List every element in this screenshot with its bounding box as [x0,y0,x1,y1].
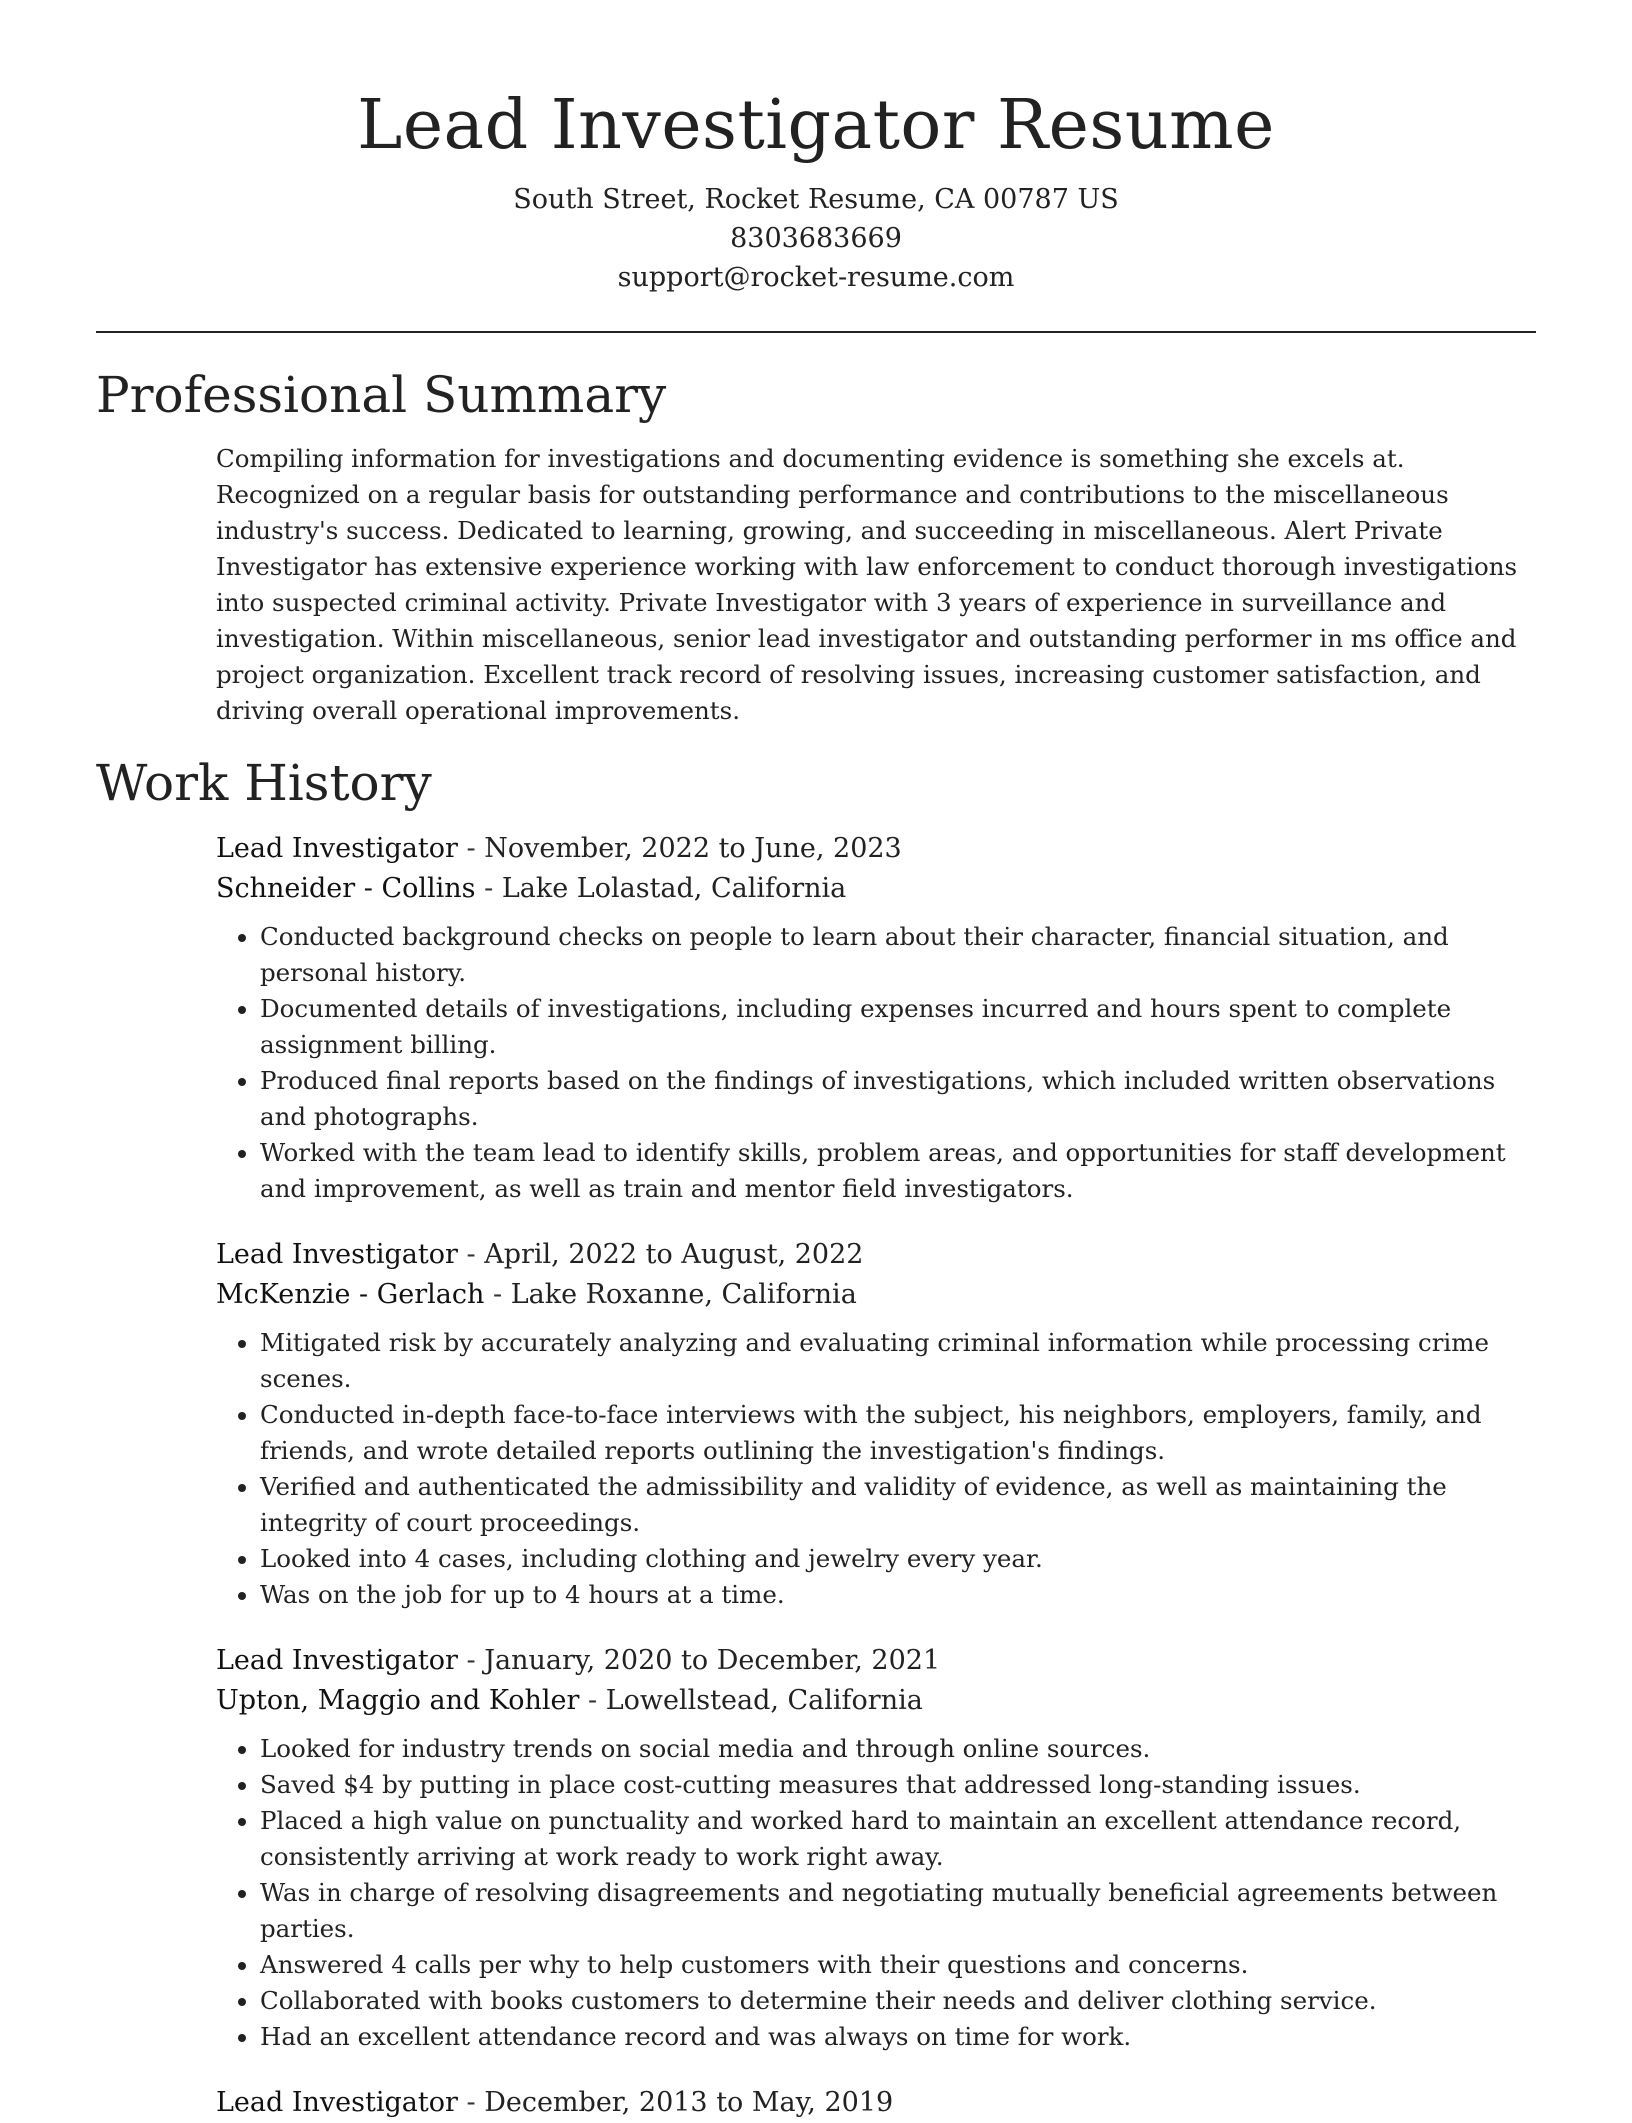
job-title: Lead Investigator [216,2087,458,2118]
job-bullet: • Looked into 4 cases, including clothing and jewelry every year. [260,1541,1536,1577]
work-history-heading: Work History [96,754,432,812]
contact-block [96,180,1536,297]
job-bullet: • Produced final reports based on the findings of investigations, which included written observations and photographs. [260,1063,1536,1135]
summary-heading: Professional Summary [96,366,667,424]
job-entry [216,1641,1536,2055]
job-bullet: • Had an excellent attendance record and was always on time for work. [260,2019,1536,2055]
job-title-line [216,1641,1536,1681]
job-entry [216,1235,1536,1613]
summary-text: Compiling information for investigations and documenting evidence is something she excels at. Recognized on a regular basis for outstanding performance and contributions to the miscellaneous industry's success. Dedicated to learning, growing, and succeeding in miscellaneous. Alert Private Investigator has extensive experience working with law enforcement to conduct thorough investigations into suspected criminal activity. Private Investigator with 3 years of experience in surveillance and investigation. Within miscellaneous, senior lead investigator and outstanding performer in ms office and project organization. Excellent track record of resolving issues, increasing customer satisfaction, and driving overall operational improvements. [216,444,1518,725]
job-separator: - [475,873,502,904]
job-location: Lake Lolastad, California [501,873,847,904]
job-bullets [216,919,1536,1207]
job-bullet: • Was on the job for up to 4 hours at a time. [260,1577,1536,1613]
job-separator: - [457,1645,485,1676]
job-separator: - [457,833,485,864]
job-company: Upton, Maggio and Kohler [216,1685,580,1716]
job-bullet: • Verified and authenticated the admissibility and validity of evidence, as well as maintaining the integrity of court proceedings. [260,1469,1536,1541]
job-bullets [216,1325,1536,1613]
job-bullet: • Answered 4 calls per why to help customers with their questions and concerns. [260,1947,1536,1983]
resume-title: Lead Investigator Resume [357,86,1275,165]
job-entry [216,2083,1536,2123]
job-bullets [216,1731,1536,2055]
contact-email: support@rocket-resume.com [617,262,1015,293]
job-company-line [216,1275,1536,1315]
job-separator: - [457,2087,485,2118]
job-title-line [216,829,1536,869]
job-bullet: • Mitigated risk by accurately analyzing and evaluating criminal information while processing crime scenes. [260,1325,1536,1397]
contact-phone: 8303683669 [730,223,902,254]
job-company: McKenzie - Gerlach [216,1279,485,1310]
job-separator: - [457,1239,485,1270]
job-bullet: • Worked with the team lead to identify skills, problem areas, and opportunities for staff development and improvement, as well as train and mentor field investigators. [260,1135,1536,1207]
job-bullet: • Was in charge of resolving disagreements and negotiating mutually beneficial agreements between parties. [260,1875,1536,1947]
header-divider [96,331,1536,333]
job-title: Lead Investigator [216,1645,458,1676]
job-entry [216,829,1536,1207]
job-bullet: • Saved $4 by putting in place cost-cutting measures that addressed long-standing issues. [260,1767,1536,1803]
resume-page [96,0,1536,2123]
job-bullet: • Documented details of investigations, including expenses incurred and hours spent to complete assignment billing. [260,991,1536,1063]
job-company: Schneider - Collins [216,873,476,904]
job-location: Lowellstead, California [605,1685,923,1716]
job-company-line [216,869,1536,909]
job-title-line [216,2083,1536,2123]
job-bullet: • Conducted in-depth face-to-face interviews with the subject, his neighbors, employers, family, and friends, and wrote detailed reports outlining the investigation's findings. [260,1397,1536,1469]
job-title: Lead Investigator [216,1239,458,1270]
job-dates: November, 2022 to June, 2023 [484,833,902,864]
job-separator: - [484,1279,511,1310]
job-bullet: • Conducted background checks on people to learn about their character, financial situation, and personal history. [260,919,1536,991]
job-bullet: • Placed a high value on punctuality and worked hard to maintain an excellent attendance record, consistently arriving at work ready to work right away. [260,1803,1536,1875]
job-title-line [216,1235,1536,1275]
job-company-line [216,1681,1536,1721]
job-bullet: • Looked for industry trends on social media and through online sources. [260,1731,1536,1767]
job-dates: January, 2020 to December, 2021 [484,1645,941,1676]
job-bullet: • Collaborated with books customers to determine their needs and deliver clothing service. [260,1983,1536,2019]
job-dates: December, 2013 to May, 2019 [484,2087,894,2118]
job-separator: - [579,1685,606,1716]
job-location: Lake Roxanne, California [510,1279,857,1310]
job-dates: April, 2022 to August, 2022 [484,1239,864,1270]
contact-address: South Street, Rocket Resume, CA 00787 US [513,184,1119,215]
job-title: Lead Investigator [216,833,458,864]
